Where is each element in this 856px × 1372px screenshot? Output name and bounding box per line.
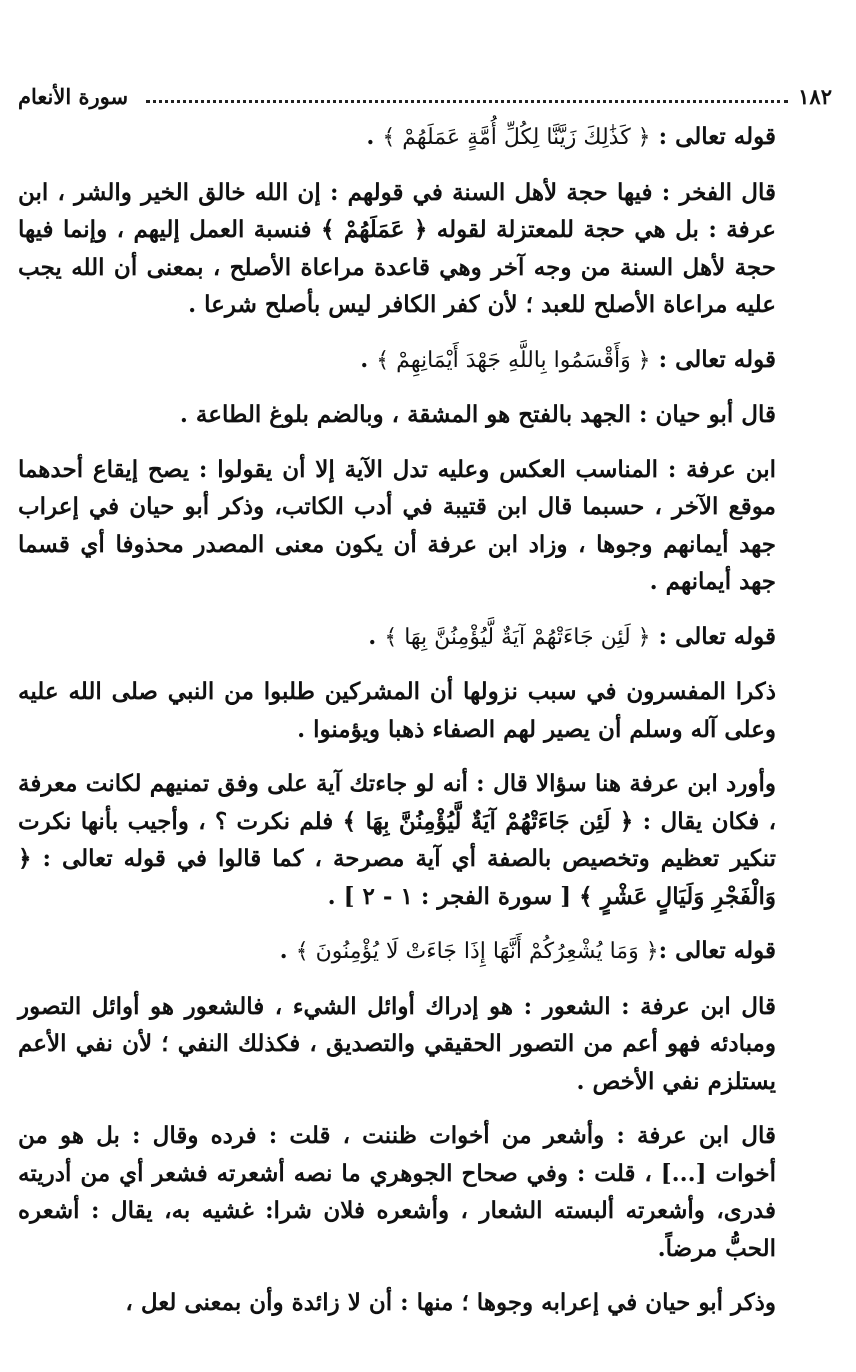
page-content bbox=[18, 118, 834, 1322]
commentary-paragraph: قال الفخر : فيها حجة لأهل السنة في قولهم : إن الله خالق الخير والشر ، ابن عرفة : بل هي حجة للمعتزلة لقوله ﴿ عَمَلَهُمْ ﴾ فنسبة العمل إليهم ، وإنما فيها حجة لأهل السنة من وجه آخر وهي قاعدة مراعاة الأصلح ، بمعنى أن الله يجب عليه مراعاة الأصلح للعبد ؛ لأن كفر الكافر ليس بأصلح شرعا . bbox=[18, 178, 776, 318]
quran-verse: ﴿ كَذَٰلِكَ زَيَّنَّا لِكُلِّ أُمَّةٍ عَمَلَهُمْ ﴾ bbox=[382, 125, 651, 150]
verse-heading: قوله تعالى : ﴿ كَذَٰلِكَ زَيَّنَّا لِكُلِّ أُمَّةٍ عَمَلَهُمْ ﴾ . bbox=[366, 123, 776, 150]
quran-verse: ﴿ وَأَقْسَمُوا بِاللَّهِ جَهْدَ أَيْمَانِهِمْ ﴾ bbox=[376, 347, 651, 373]
commentary-paragraph: قال ابن عرفة : وأشعر من أخوات ظننت ، قلت : فرده وقال : بل هو من أخوات [...] ، قلت : وفي صحاح الجوهري ما نصه أشعرته فشعر أي من أدريته فدرى، وأشعرته ألبسته الشعار ، وأشعره فلان شرا: غشيه به، يقال : أشعره الحبُّ مرضاً. bbox=[18, 1122, 776, 1262]
commentary-paragraph: وذكر أبو حيان في إعرابه وجوها ؛ منها : أن لا زائدة وأن بمعنى لعل ، bbox=[125, 1289, 776, 1316]
commentary-paragraph: ذكرا المفسرون في سبب نزولها أن المشركين طلبوا من النبي صلى الله عليه وعلى آله وسلم أن يصير لهم الصفاء ذهبا ويؤمنوا . bbox=[18, 678, 776, 743]
commentary-paragraph: قال ابن عرفة : الشعور : هو إدراك أوائل الشيء ، فالشعور هو أوائل التصور ومبادئه فهو أعم من التصور الحقيقي والتصديق ، فكذلك النفي ؛ لأن نفي الأعم يستلزم نفي الأخص . bbox=[18, 992, 776, 1095]
quran-verse: ﴿ وَمَا يُشْعِرُكُمْ أَنَّهَا إِذَا جَاءَتْ لَا يُؤْمِنُونَ ﴾ bbox=[295, 939, 659, 964]
verse-heading: قوله تعالى :﴿ وَمَا يُشْعِرُكُمْ أَنَّهَا إِذَا جَاءَتْ لَا يُؤْمِنُونَ ﴾ . bbox=[279, 937, 776, 964]
page-number: ١٨٢ bbox=[798, 83, 832, 109]
surah-name: سورة الأنعام bbox=[18, 83, 129, 109]
quran-verse: ﴿ لَئِن جَاءَتْهُمْ آيَةٌ لَّيُؤْمِنُنَّ بِهَا ﴾ bbox=[384, 624, 651, 650]
commentary-paragraph: قال أبو حيان : الجهد بالفتح هو المشقة ، وبالضم بلوغ الطاعة . bbox=[179, 401, 776, 428]
verse-heading: قوله تعالى : ﴿ وَأَقْسَمُوا بِاللَّهِ جَهْدَ أَيْمَانِهِمْ ﴾ . bbox=[360, 345, 776, 373]
header-dotted-leader bbox=[146, 100, 788, 103]
commentary-paragraph: وأورد ابن عرفة هنا سؤالا قال : أنه لو جاءتك آية على وفق تمنيهم لكانت معرفة ، فكان يقال : ﴿ لَئِن جَاءَتْهُمْ آيَةٌ لَّيُؤْمِنُنَّ بِهَا ﴾ فلم نكرت ؟ ، وأجيب بأنها نكرت تنكير تعظيم وتخصيص بالصفة أي آية مصرحة ، كما قالوا في قوله تعالى : ﴿ وَالْفَجْرِ وَلَيَالٍ عَشْرٍ ﴾ [ سورة الفجر : ١ - ٢ ] . bbox=[18, 770, 776, 910]
commentary-paragraph: ابن عرفة : المناسب العكس وعليه تدل الآية إلا أن يقولوا : يصح إيقاع أحدهما موقع الآخر ، حسبما قال ابن قتيبة في أدب الكاتب، وذكر أبو حيان في إعراب جهد أيمانهم وجوها ، وزاد ابن عرفة أن يكون معنى المصدر محذوفا أي قسما جهد أيمانهم . bbox=[18, 455, 776, 595]
page-header bbox=[18, 78, 832, 114]
verse-heading: قوله تعالى : ﴿ لَئِن جَاءَتْهُمْ آيَةٌ لَّيُؤْمِنُنَّ بِهَا ﴾ . bbox=[368, 622, 776, 650]
